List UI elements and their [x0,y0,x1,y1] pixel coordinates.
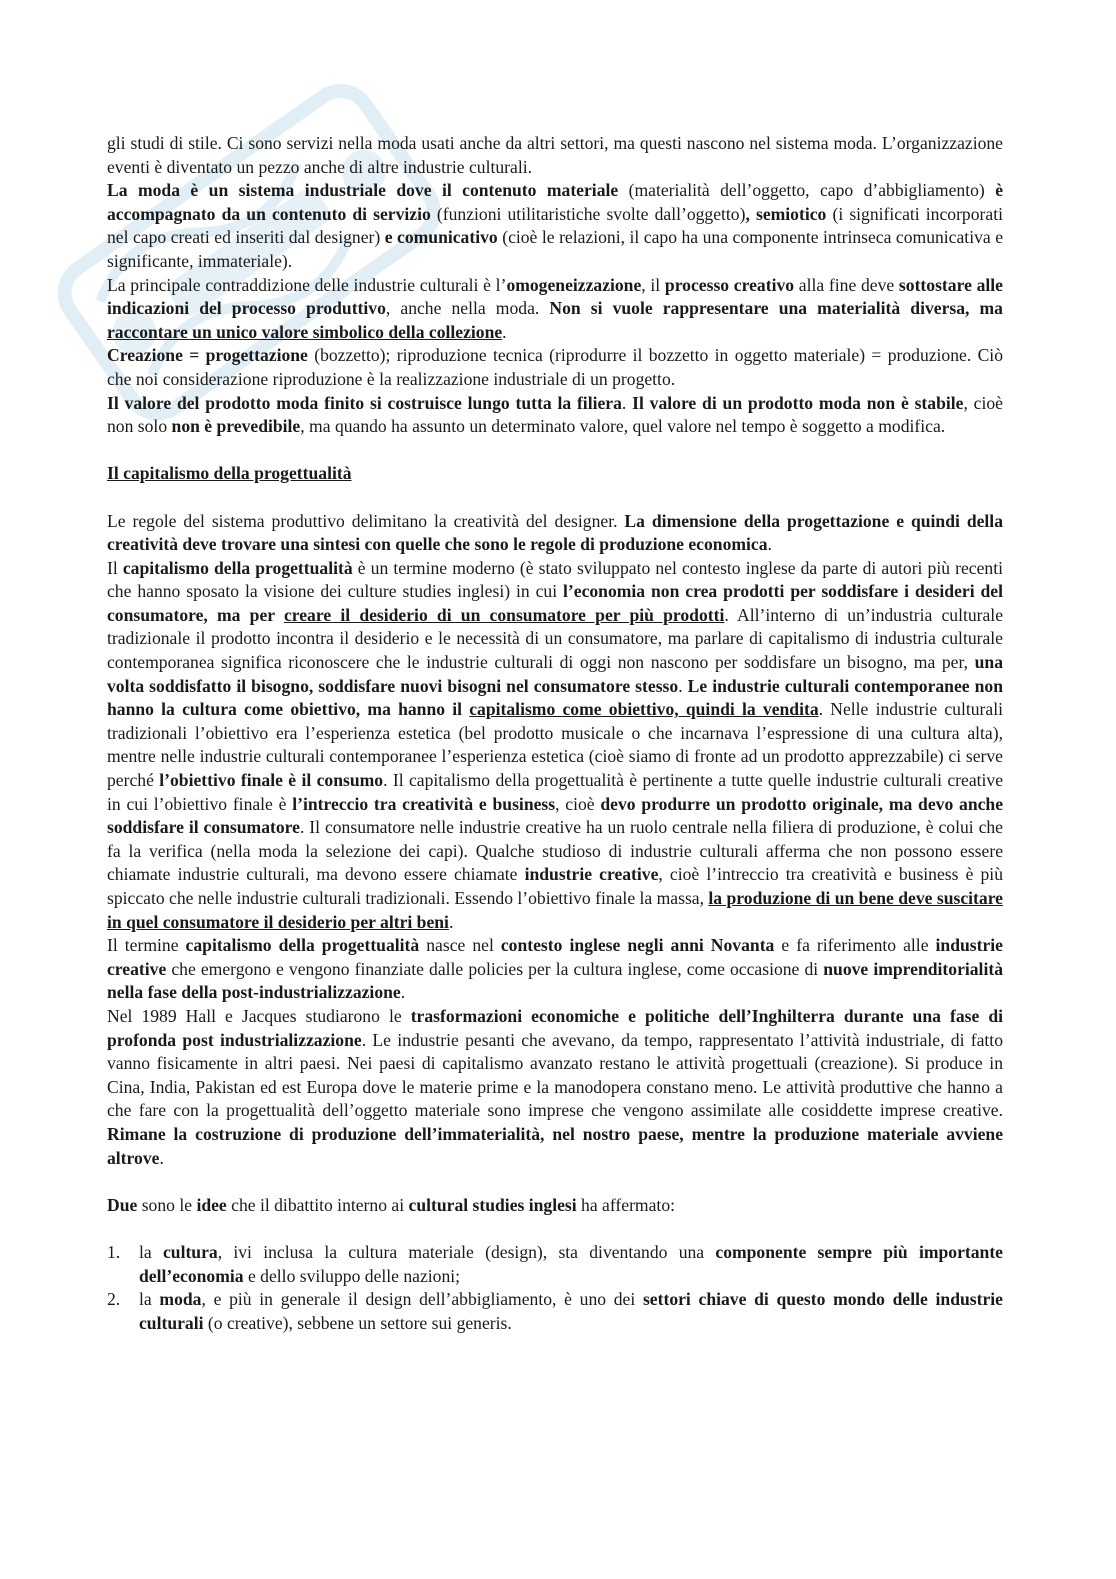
list-item: 1. la cultura, ivi inclusa la cultura materiale (design), sta diventando una componente sempre più importante dell’economia e dello sviluppo delle nazioni; [107,1241,1003,1286]
paragraph-hall-jacques: Nel 1989 Hall e Jacques studiarono le trasformazioni economiche e politiche dell’Inghilterra durante una fase di profonda post industrializzazione. Le industrie pesanti che avevano, da tempo, rappresentato l’attività industriale, di fatto vanno fisicamente in altri paesi. Nei paesi di capitalismo avanzato restano le attività progettuali (creazione). Si produce in Cina, India, Pakistan ed est Europa dove le materie prime e la manodopera constano meno. Le attività produttive che hanno a che fare con la progettualità dell’oggetto materiale sono imprese che vengono assimilate alle cosiddette imprese creative. Rimane la costruzione di produzione dell’immaterialità, nel nostro paese, mentre la produzione materiale avviene altrove. [107,1005,1004,1168]
document-page [107,132,1003,1335]
paragraph-creazione: Creazione = progettazione (bozzetto); riproduzione tecnica (riprodurre il bozzetto in oggetto materiale) = produzione. Ciò che noi considerazione riproduzione è la realizzazione industriale di un progetto. [107,345,1003,389]
paragraph-intro: gli studi di stile. Ci sono servizi nella moda usati anche da altri settori, ma questi nascono nel sistema moda. L’organizzazione eventi è diventato un pezzo anche di altre industrie culturali. [107,133,1003,177]
section-heading: Il capitalismo della progettualità [107,463,352,484]
paragraph-termine-origine: Il termine capitalismo della progettualità nasce nel contesto inglese negli anni Novanta e fa riferimento alle industrie creative che emergono e vengono finanziate dalle policies per la cultura inglese, come occasione di nuove imprenditorialità nella fase della post-industrializzazione. [107,935,1003,1003]
paragraph-moda-sistema-industriale: La moda è un sistema industriale dove il contenuto materiale (materialità dell’oggetto, capo d’abbigliamento) è accompagnato da un contenuto di servizio (funzioni utilitaristiche svolte dall’oggetto), semiotico (i significati incorporati nel capo creati ed inseriti dal designer) e comunicativo (cioè le relazioni, il capo ha una componente intrinseca comunicativa e significante, immateriale). [107,180,1003,271]
list-number: 1. [107,1241,121,1262]
paragraph-due-idee: Due sono le idee che il dibattito interno ai cultural studies inglesi ha affermato: [107,1194,676,1215]
paragraph-contraddizione: La principale contraddizione delle industrie culturali è l’omogeneizzazione, il processo creativo alla fine deve sottostare alle indicazioni del processo produttivo, anche nella moda. Non si vuole rappresentare una materialità diversa, ma raccontare un unico valore simbolico della collezione. [107,274,1003,342]
paragraph-regole-sistema: Le regole del sistema produttivo delimitano la creatività del designer. La dimensione della progettazione e quindi della creatività deve trovare una sintesi con quelle che sono le regole di produzione economica. [107,510,1003,555]
ideas-list [107,1241,1003,1335]
list-number: 2. [107,1289,121,1310]
paragraph-capitalismo-definizione: Il capitalismo della progettualità è un termine moderno (è stato sviluppato nel contesto inglese da parte di autori più recenti che hanno sposato la visione dei culture studies inglesi) in cui l’economia non crea prodotti per soddisfare i desideri del consumatore, ma per creare il desiderio di un consumatore per più prodotti. All’interno di un’industria culturale tradizionale il prodotto incontra il desiderio e le necessità di un consumatore, ma parlare di capitalismo di industria culturale contemporanea significa riconoscere che le industrie culturali di oggi non nascono per soddisfare un bisogno, ma per, una volta soddisfatto il bisogno, soddisfare nuovi bisogni nel consumatore stesso. Le industrie culturali contemporanee non hanno la cultura come obiettivo, ma hanno il capitalismo come obiettivo, quindi la vendita. Nelle industrie culturali tradizionali l’obiettivo era l’esperienza estetica (bel prodotto musicale o che incarnava l’espressione di una cultura alta), mentre nelle industrie culturali contemporanee l’esperienza estetica (cioè siamo di fronte ad un prodotto apprezzabile) ci serve perché l’obiettivo finale è il consumo. Il capitalismo della progettualità è pertinente a tutte quelle industrie culturali creative in cui l’obiettivo finale è l’intreccio tra creatività e business, cioè devo produrre un prodotto originale, ma devo anche soddisfare il consumatore. Il consumatore nelle industrie creative ha un ruolo centrale nella filiera di produzione, è colui che fa la verifica (nella moda la selezione dei capi). Qualche studioso di industrie culturali afferma che non possono essere chiamate industrie culturali, ma devono essere chiamate industrie creative, cioè l’intreccio tra creatività e business è più spiccato che nelle industrie culturali tradizionali. Essendo l’obiettivo finale la massa, la produzione di un bene deve suscitare in quel consumatore il desiderio per altri beni. [107,557,1004,932]
list-item: 2. la moda, e più in generale il design dell’abbigliamento, è uno dei settori chiave di questo mondo delle industrie culturali (o creative), sebbene un settore sui generis. [107,1289,1003,1333]
paragraph-valore-prodotto: Il valore del prodotto moda finito si costruisce lungo tutta la filiera. Il valore di un prodotto moda non è stabile, cioè non solo non è prevedibile, ma quando ha assunto un determinato valore, quel valore nel tempo è soggetto a modifica. [107,392,1003,437]
